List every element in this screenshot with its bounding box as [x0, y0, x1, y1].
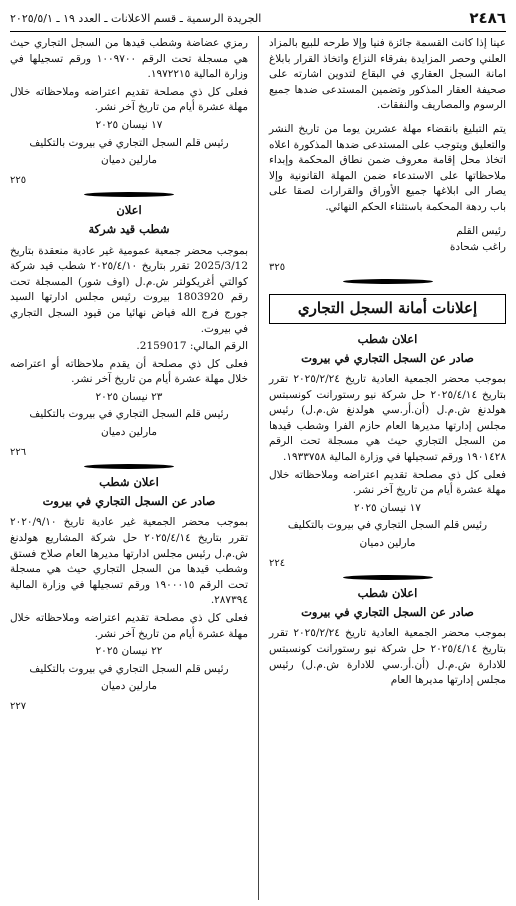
separator	[10, 464, 248, 469]
notice-signature-role: رئيس قلم السجل التجاري في بيروت بالتكليف	[29, 408, 229, 421]
notice-227	[10, 475, 248, 714]
notice-title: اعلان شطب	[357, 331, 418, 346]
notice-signature-name: مارلين دميان	[359, 537, 416, 550]
intro-paragraph: عينا إذا كانت القسمة جائزة فنيا وإلا طرحه للبيع بالمزاد العلني وحصر المزايدة بفرقاء النزاع واتخاذ القرار بابلاغ امانة السجل العقاري في البقاع لتدوين اشارته على صحيفة العقار المذكور وتضمين المستدعى ضدها جميع الرسوم والمصاريف والنفقات.	[269, 37, 506, 112]
notice-subtitle: صادر عن السجل التجاري في بيروت	[301, 350, 474, 365]
section-banner: إعلانات أمانة السجل التجاري	[269, 294, 506, 324]
notice-225-continuation	[10, 36, 248, 188]
separator	[10, 192, 248, 197]
right-column	[258, 36, 506, 900]
notice-number: ٢٢٤	[269, 557, 286, 569]
notice-signature-role: رئيس قلم السجل التجاري في بيروت بالتكليف	[287, 519, 488, 532]
page-header	[10, 8, 506, 32]
notice-signature-name: مارلين دميان	[101, 426, 157, 439]
notice-number: ٢٢٧	[10, 700, 27, 712]
notice-signature-role: رئيس قلم السجل التجاري في بيروت بالتكليف	[29, 136, 229, 149]
notice-body: بموجب محضر الجمعية غير عادية تاريخ ٢٠٢٠/٩/١٠ تقرر بتاريخ ٢٠٢٥/٤/١٤ حل شركة المشاريع هولدنغ ش.م.ل رئيس مجلس ادارتها مديرها العام صلاح فستق وشطب قيدها من السجل التجاري حيث هي مسجلة تحت الرقم ١٩٠٠٠١٥ ورقم تسجيلها في وزارة المالية ٢٨٧٣٩٤.	[10, 516, 249, 607]
notice-224	[269, 332, 506, 571]
notice-subtitle: صادر عن السجل التجاري في بيروت	[301, 604, 474, 619]
notice-date: ٢٣ نيسان ٢٠٢٥	[95, 390, 163, 403]
signature-name: راغب شحادة	[449, 241, 506, 254]
separator	[269, 279, 506, 284]
notice-signature-name: مارلين دميان	[101, 680, 157, 693]
notice-date: ١٧ نيسان ٢٠٢٥	[354, 501, 421, 514]
left-column	[10, 36, 258, 900]
page-number: ٢٤٨٦	[469, 9, 506, 27]
notice-body: بموجب محضر جمعية عمومية غير عادية منعقدة بتاريخ 2025/3/12 تقرر بتاريخ ٢٠٢٥/٤/١٠ شطب قيد شركة كوالتي أغريكولتر ش.م.ل (اوف شور) المسجلة تحت رقم 1803920 بيروت رئيس مجلس ادارتها السيد جورج فرج الله فياض نهائيا من قيود السجل التجاري في بيروت.	[10, 244, 249, 335]
notice-last	[269, 586, 506, 689]
notice-number: ٢٢٥	[10, 174, 27, 186]
notice-title: اعلان شطب	[99, 475, 159, 490]
notice-body: رمزي عضاضة وشطب قيدها من السجل التجاري حيث هي مسجلة تحت الرقم ١٠٠٩٧٠٠ ورقم تسجيلها في وزارة المالية ١٩٧٢٢١٥.	[10, 37, 248, 81]
tax-number: الرقم المالي: 2159017.	[136, 340, 248, 353]
notice-title: اعلان شطب	[357, 586, 418, 601]
notice-objection: فعلى كل ذي مصلحة تقديم اعتراضه وملاحظاته خلال مهلة عشرة أيام من تاريخ آخر نشر.	[10, 85, 248, 114]
notice-objection: فعلى كل ذي مصلحة تقديم اعتراضه وملاحظاته خلال مهلة عشرة أيام من تاريخ آخر نشر.	[10, 612, 248, 640]
notice-subtitle: صادر عن السجل التجاري في بيروت	[42, 493, 216, 508]
notice-subtitle: شطب قيد شركة	[88, 221, 170, 236]
intro-paragraph-2: يتم التبليغ بانقضاء مهلة عشرين يوما من تاريخ النشر والتعليق ويتوجب على المستدعى ضدها المذكورة اعلاه اتخاذ محل إقامة معروف ضمن نطاق المحكمة وإبداء ملاحظاتها على الاستدعاء ضمن المهلة القانونية وإلا يصار الى ابلاغها جميع الأوراق والقرارات لصقا على باب ردهة المحكمة باستثناء الحكم النهائي.	[269, 122, 506, 213]
notice-number: ٣٢٥	[269, 261, 286, 273]
notice-date: ١٧ نيسان ٢٠٢٥	[95, 118, 163, 131]
notice-date: ٢٢ نيسان ٢٠٢٥	[95, 645, 163, 658]
notice-226	[10, 203, 248, 460]
notice-objection: فعلى كل ذي مصلحة تقديم اعتراضه وملاحظاته خلال مهلة عشرة أيام من تاريخ آخر نشر.	[269, 468, 506, 497]
notice-number: ٢٢٦	[10, 446, 27, 458]
signature-role: رئيس القلم	[456, 224, 506, 237]
notice-objection: فعلى كل ذي مصلحة أن يقدم ملاحظاته أو اعتراضه خلال مهلة عشرة أيام من تاريخ آخر نشر.	[10, 357, 248, 386]
notice-body: بموجب محضر الجمعية العادية تاريخ ٢٠٢٥/٢/٢٤ تقرر بتاريخ ٢٠٢٥/٤/١٤ حل شركة نيو رستورانت كونسبتس للادارة ش.م.ل (أن.أر.سي للادارة ش.م.ل) رئيس مجلس إدارتها مديرها العام	[269, 627, 506, 687]
notice-signature-name: مارلين دميان	[101, 154, 157, 167]
separator	[269, 575, 506, 580]
notice-body: بموجب محضر الجمعية العادية تاريخ ٢٠٢٥/٢/٢٤ تقرر بتاريخ ٢٠٢٥/٤/١٤ حل شركة نيو رستورانت كونسبتس هولدنغ ش.م.ل (أن.أر.سي هولدنغ ش.م.ل) رئيس مجلس إدارتها مديرها العام حازم الفرا وشطب قيدها من السجل التجاري حيث هي مسجلة تحت الرقم ١٩٠١٤٢٨ ورقم تسجيلها في وزارة المالية ١٩٣٣٧٥٨.	[269, 373, 506, 464]
notice-title: اعلان	[116, 203, 142, 218]
notice-signature-role: رئيس قلم السجل التجاري في بيروت بالتكليف	[29, 662, 229, 675]
columns	[10, 36, 506, 900]
running-title: الجريدة الرسمية ـ قسم الاعلانات ـ العدد ١٩ ـ ٢٠٢٥/٥/١	[10, 11, 262, 25]
